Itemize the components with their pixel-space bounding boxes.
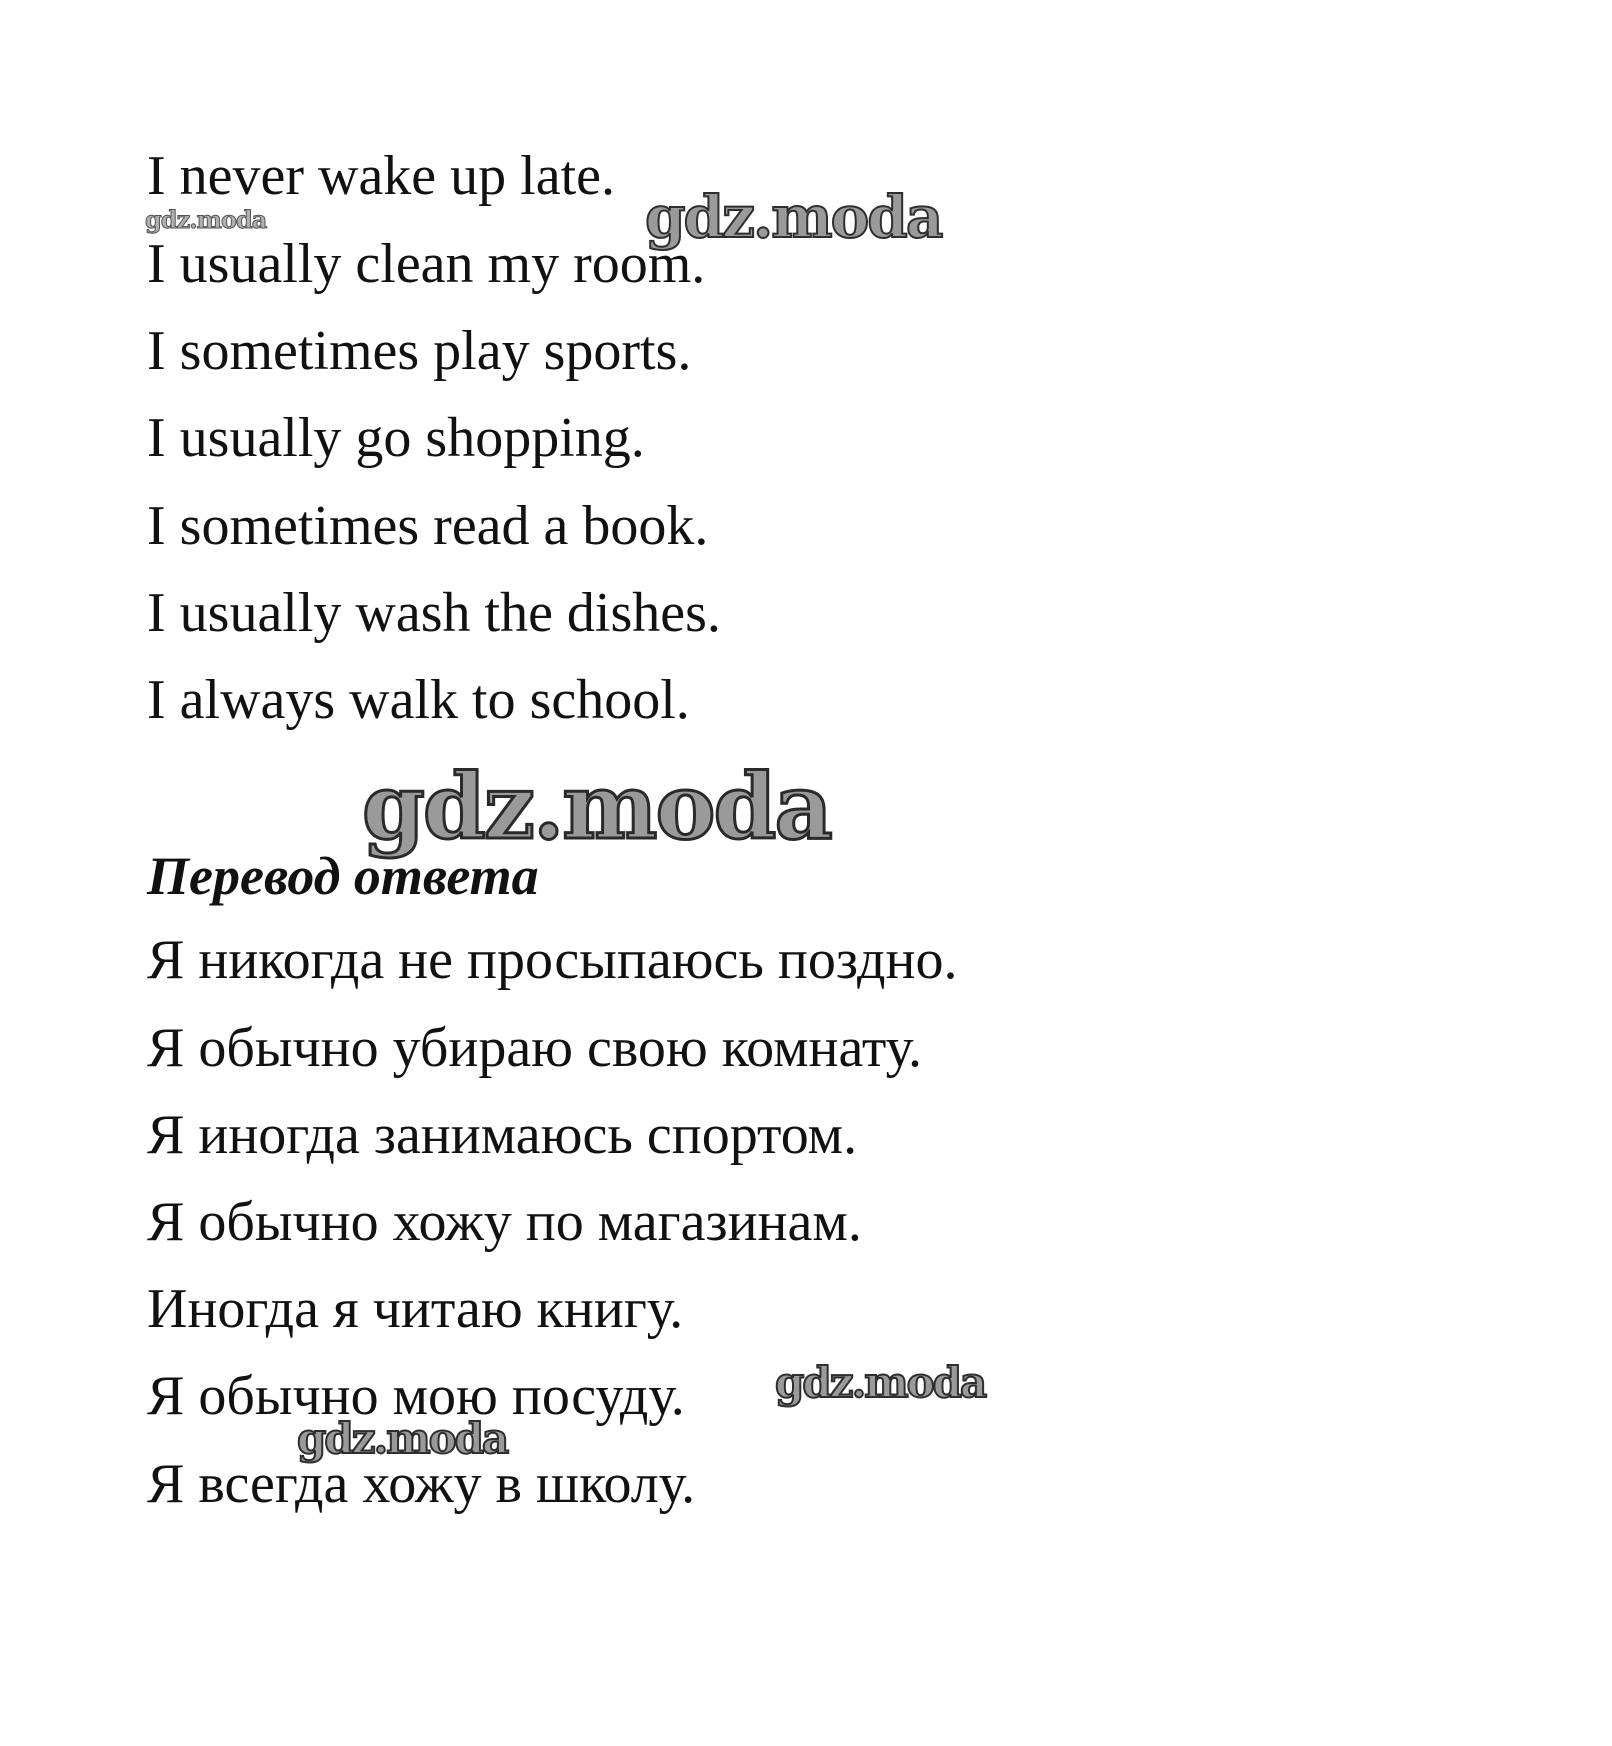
russian-line-4: Я обычно хожу по магазинам. <box>147 1191 862 1253</box>
russian-line-5: Иногда я читаю книгу. <box>147 1278 684 1340</box>
english-line-4: I usually go shopping. <box>147 407 645 469</box>
english-line-2: I usually clean my room. <box>147 233 706 295</box>
watermark-bottom-left: gdz.moda <box>297 1414 508 1463</box>
russian-line-1: Я никогда не просыпаюсь поздно. <box>147 929 958 991</box>
english-line-6: I usually wash the dishes. <box>147 582 721 644</box>
russian-line-6: Я обычно мою посуду. <box>147 1365 685 1427</box>
russian-line-2: Я обычно убираю свою комнату. <box>147 1017 923 1079</box>
english-line-1: I never wake up late. <box>147 145 615 207</box>
watermark-large-center: gdz.moda <box>362 754 831 860</box>
english-line-3: I sometimes play sports. <box>147 320 692 382</box>
russian-line-7: Я всегда хожу в школу. <box>147 1453 696 1515</box>
watermark-small-top-left: gdz.moda <box>145 205 267 234</box>
english-line-5: I sometimes read a book. <box>147 495 709 557</box>
english-line-7: I always walk to school. <box>147 669 690 731</box>
watermark-bottom-right: gdz.moda <box>775 1358 986 1407</box>
translation-heading: Перевод ответа <box>147 846 539 906</box>
russian-line-3: Я иногда занимаюсь спортом. <box>147 1104 858 1166</box>
watermark-top: gdz.moda <box>645 183 942 251</box>
